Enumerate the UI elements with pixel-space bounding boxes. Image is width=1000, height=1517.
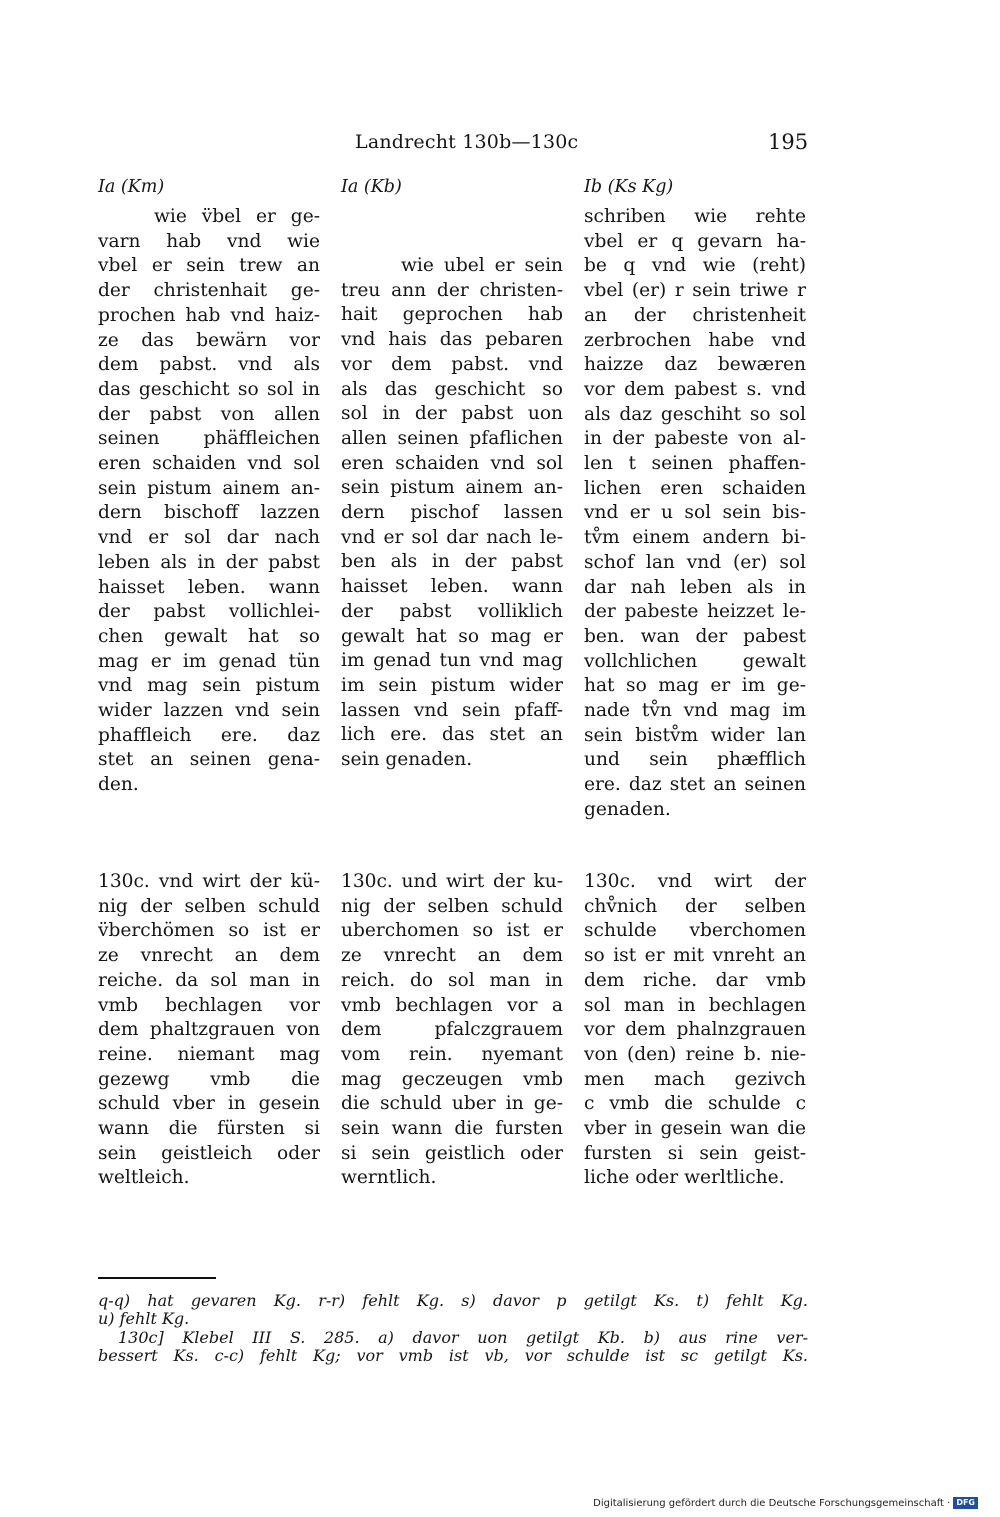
- digitization-credit: [593, 1497, 978, 1509]
- text-line: ze vnrecht an dem: [341, 945, 563, 967]
- text-line: dem phaltzgrauen von: [98, 1019, 320, 1041]
- text-line: si sein geistlich oder: [341, 1142, 563, 1164]
- text-line: eren schaiden vnd sol: [341, 452, 563, 474]
- text-line: ben. wan der pabest: [584, 625, 806, 647]
- credit-text: Digitalisierung gefördert durch die Deutsche Forschungsgemeinschaft ·: [593, 1497, 951, 1509]
- text-line: schulde vberchomen: [584, 920, 806, 942]
- footnote-line: 130c] Klebel III S. 285. a) davor uon getilgt Kb. b) aus rine ver-: [118, 1327, 808, 1347]
- text-line: nig der selben schuld: [341, 895, 563, 917]
- text-line: dem riche. dar vmb: [584, 969, 806, 991]
- text-line: sol man in bechlagen: [584, 994, 806, 1016]
- column-kb-lower-text: [341, 870, 563, 1191]
- text-line: als daz geschiht so sol: [584, 403, 806, 425]
- text-line: der pabst von allen: [98, 403, 320, 425]
- text-line: schuld vber in gesein: [98, 1093, 320, 1115]
- text-line: ere. daz stet an seinen: [584, 774, 806, 796]
- footnote-line: bessert Ks. c-c) fehlt Kg; vor vmb ist vb, vor schulde ist sc getilgt Ks.: [98, 1345, 808, 1365]
- text-line: hait geprochen hab: [341, 304, 563, 326]
- text-line: gezewg vmb die: [98, 1068, 320, 1090]
- dfg-logo: DFG: [953, 1497, 978, 1509]
- text-line: c vmb die schulde c: [584, 1093, 806, 1115]
- text-line: werntlich.: [341, 1167, 437, 1189]
- text-line: chen gewalt hat so: [98, 625, 320, 647]
- footnote-line: u) fehlt Kg.: [98, 1309, 190, 1329]
- text-line: wann die fürsten si: [98, 1118, 320, 1140]
- text-line: liche oder werltliche.: [584, 1167, 785, 1189]
- text-line: genaden.: [584, 798, 671, 820]
- text-line: schriben wie rehte: [584, 206, 806, 227]
- page-number: 195: [768, 130, 809, 154]
- text-line: lassen vnd sein pfaff-: [341, 699, 563, 721]
- running-header-title: Landrecht 130b—130c: [355, 131, 579, 153]
- text-line: be q vnd wie (reht): [584, 255, 806, 277]
- text-line: vmb bechlagen vor: [98, 994, 320, 1016]
- text-line: vor dem pabest s. vnd: [584, 378, 806, 400]
- text-line: als das geschicht so: [341, 378, 563, 400]
- text-line: reine. niemant mag: [98, 1043, 320, 1065]
- text-line: die schuld uber in ge-: [341, 1093, 563, 1115]
- text-line: wie v̈bel er ge-: [154, 206, 320, 227]
- text-line: fursten si sein geist-: [584, 1142, 806, 1164]
- text-line: sol in der pabst uon: [341, 403, 563, 425]
- column-heading-kb: Ia (Kb): [341, 177, 402, 197]
- column-heading-ks-kg: Ib (Ks Kg): [584, 177, 674, 197]
- text-line: so ist er mit vnreht an: [584, 945, 806, 967]
- text-line: haisset leben. wann: [341, 576, 563, 598]
- column-km-lower-text: [98, 870, 320, 1191]
- text-line: reich. do sol man in: [341, 969, 563, 991]
- text-line: in der pabeste von al-: [584, 428, 806, 450]
- text-line: vbel (er) r sein triwe r: [584, 280, 806, 302]
- text-line: reiche. da sol man in: [98, 969, 320, 991]
- text-line: 130c. vnd wirt der kü-: [98, 871, 320, 892]
- text-line: vnd er sol dar nach le-: [341, 526, 563, 548]
- text-line: zerbrochen habe vnd: [584, 329, 806, 351]
- text-line: ben als in der pabst: [341, 551, 563, 573]
- text-line: vmb bechlagen vor a: [341, 994, 563, 1016]
- text-line: den.: [98, 774, 139, 796]
- text-line: dern pischof lassen: [341, 502, 563, 524]
- text-line: mag er im genad tün: [98, 650, 320, 672]
- text-line: treu ann der christen-: [341, 279, 563, 301]
- text-line: hat so mag er im ge-: [584, 675, 806, 697]
- text-line: sein bistv̊m wider lan: [584, 724, 806, 746]
- column-km-upper-text: [98, 205, 320, 798]
- text-line: haizze daz bewæren: [584, 354, 806, 376]
- text-line: 130c. und wirt der ku-: [341, 871, 563, 892]
- text-line: der pabst volliklich: [341, 600, 563, 622]
- text-line: men mach gezivch: [584, 1068, 806, 1090]
- text-line: lichen eren schaiden: [584, 477, 806, 499]
- text-line: im sein pistum wider: [341, 674, 563, 696]
- column-kb-upper-text: [341, 254, 563, 773]
- text-line: weltleich.: [98, 1167, 190, 1189]
- column-ks-kg-lower-text: [584, 870, 806, 1191]
- text-line: vber in gesein wan die: [584, 1118, 806, 1140]
- text-line: 130c. vnd wirt der: [584, 871, 806, 892]
- footnotes: [98, 1292, 808, 1365]
- text-line: der pabst vollichlei-: [98, 601, 320, 623]
- text-line: und sein phæfflich: [584, 749, 806, 771]
- text-line: dar nah leben als in: [584, 576, 806, 598]
- text-line: varn hab vnd wie: [98, 230, 320, 252]
- text-line: ze vnrecht an dem: [98, 945, 320, 967]
- text-line: seinen phäffleichen: [98, 428, 320, 450]
- footnote-separator: [98, 1277, 216, 1279]
- text-line: dern bischoff lazzen: [98, 502, 320, 524]
- text-line: vom rein. nyemant: [341, 1043, 563, 1065]
- text-line: sein pistum ainem an-: [98, 477, 320, 499]
- text-line: schof lan vnd (er) sol: [584, 551, 806, 573]
- text-line: len t seinen phaffen-: [584, 453, 806, 475]
- text-line: von (den) reine b. nie-: [584, 1043, 806, 1065]
- text-line: chv̊nich der selben: [584, 895, 806, 917]
- text-line: leben als in der pabst: [98, 551, 320, 573]
- text-line: v̈berchömen so ist er: [98, 920, 320, 942]
- text-line: der pabeste heizzet le-: [584, 601, 806, 623]
- text-line: sein pistum ainem an-: [341, 477, 563, 499]
- text-line: eren schaiden vnd sol: [98, 453, 320, 475]
- text-line: vnd hais das pebaren: [341, 329, 563, 351]
- text-line: der christenhait ge-: [98, 280, 320, 302]
- text-line: lich ere. das stet an: [341, 724, 563, 746]
- text-line: sein wann die fursten: [341, 1118, 563, 1140]
- text-line: phaffleich ere. daz: [98, 724, 320, 746]
- text-line: das geschicht so sol in: [98, 378, 320, 400]
- text-line: haisset leben. wann: [98, 576, 320, 598]
- column-ks-kg-upper-text: [584, 205, 806, 823]
- text-line: vollchlichen gewalt: [584, 650, 806, 672]
- column-heading-km: Ia (Km): [98, 177, 165, 197]
- text-line: wie ubel er sein: [401, 255, 563, 276]
- text-line: tv̊m einem andern bi-: [584, 527, 806, 549]
- text-line: vnd mag sein pistum: [98, 675, 320, 697]
- text-line: an der christenheit: [584, 304, 806, 326]
- text-line: sein geistleich oder: [98, 1142, 320, 1164]
- text-line: wider lazzen vnd sein: [98, 700, 320, 722]
- text-line: nig der selben schuld: [98, 895, 320, 917]
- text-line: sein genaden.: [341, 749, 473, 771]
- text-line: ze das bewärn vor: [98, 329, 320, 351]
- text-line: prochen hab vnd haiz-: [98, 304, 320, 326]
- text-line: vnd er u sol sein bis-: [584, 502, 806, 524]
- text-line: im genad tun vnd mag: [341, 650, 563, 672]
- text-line: dem pabst. vnd als: [98, 354, 320, 376]
- text-line: vor dem pabst. vnd: [341, 353, 563, 375]
- text-line: vbel er q gevarn ha-: [584, 230, 806, 252]
- text-line: stet an seinen gena-: [98, 749, 320, 771]
- text-line: mag geczeugen vmb: [341, 1068, 563, 1090]
- text-line: uberchomen so ist er: [341, 920, 563, 942]
- text-line: dem pfalczgrauem: [341, 1019, 563, 1041]
- text-line: nade tv̊n vnd mag im: [584, 700, 806, 722]
- text-line: vbel er sein trew an: [98, 255, 320, 277]
- text-line: vor dem phalnzgrauen: [584, 1019, 806, 1041]
- text-line: allen seinen pfaflichen: [341, 427, 563, 449]
- text-line: gewalt hat so mag er: [341, 625, 563, 647]
- text-line: vnd er sol dar nach: [98, 527, 320, 549]
- footnote-line: q-q) hat gevaren Kg. r-r) fehlt Kg. s) davor p getilgt Ks. t) fehlt Kg.: [98, 1291, 808, 1310]
